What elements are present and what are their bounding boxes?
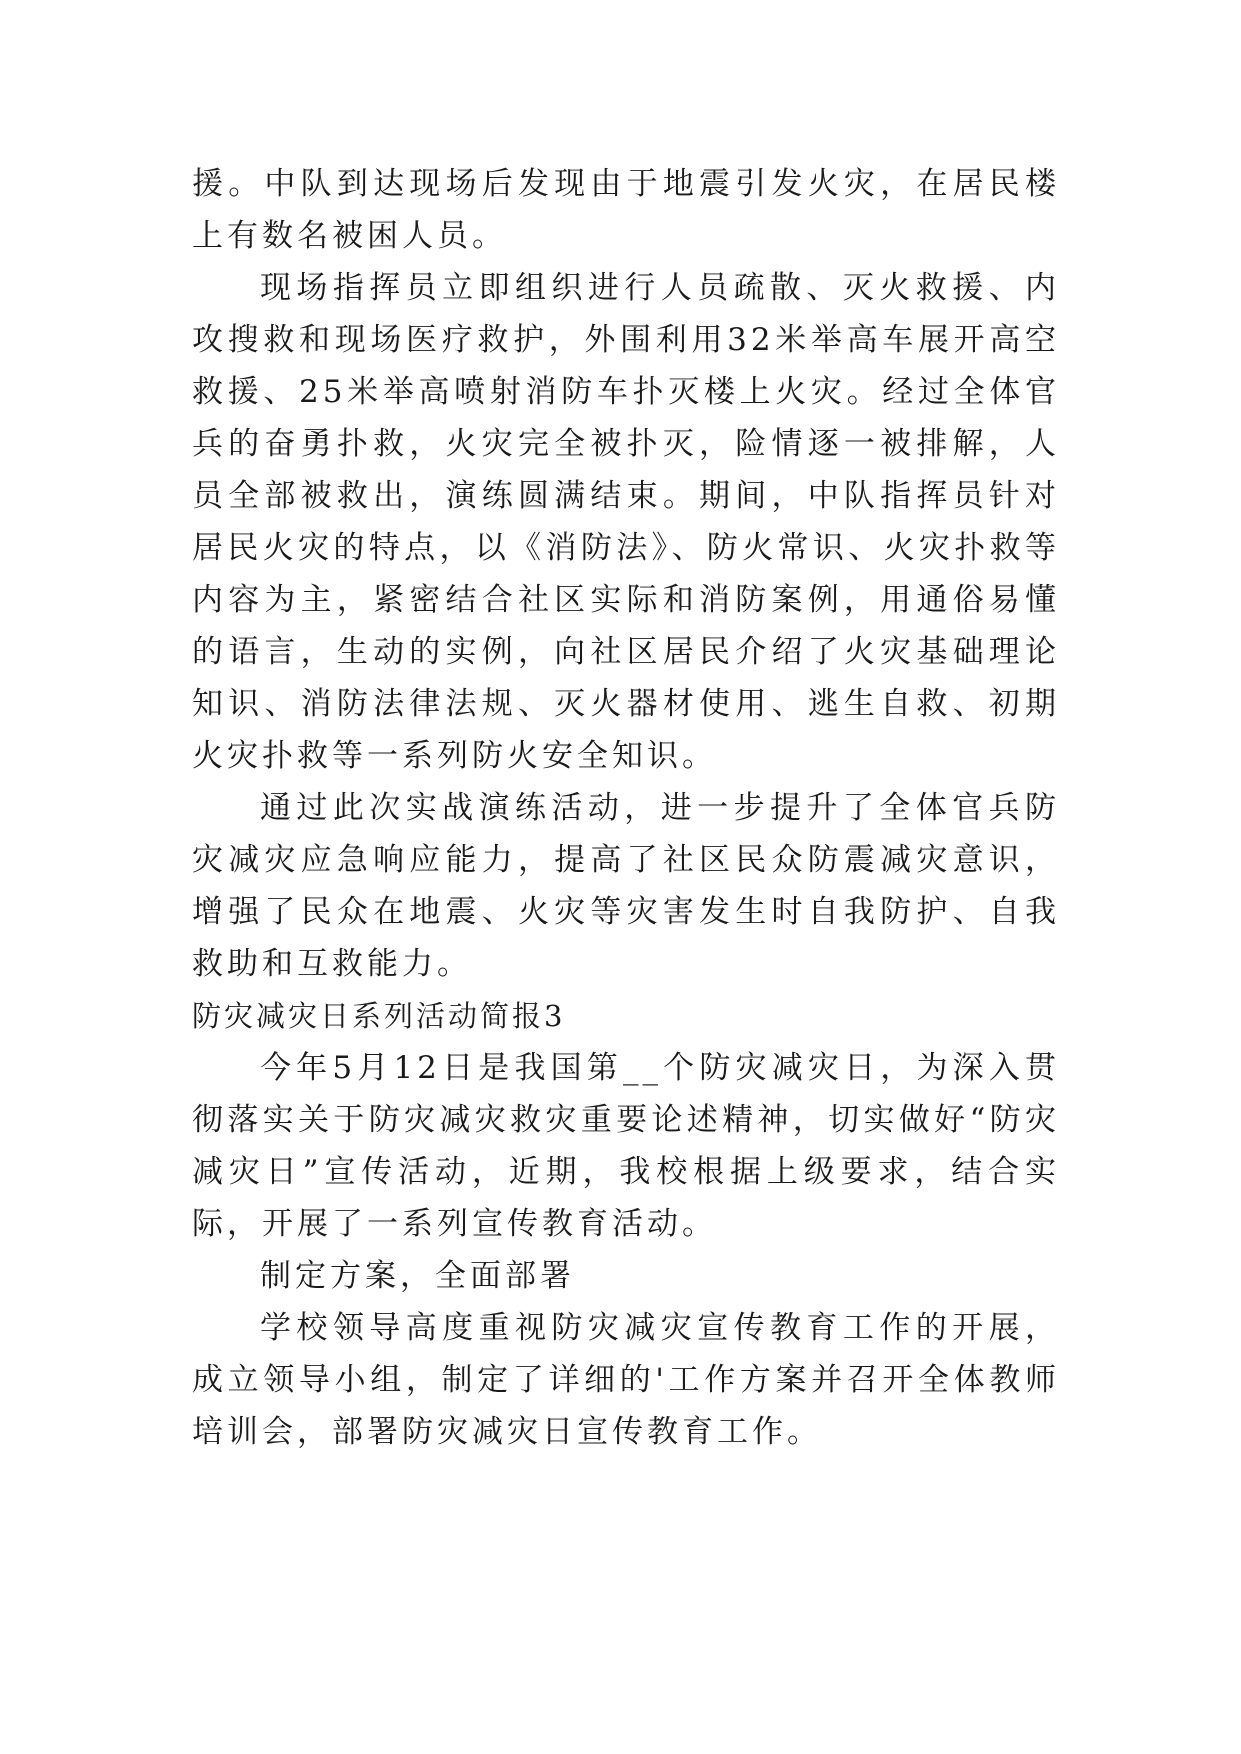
- paragraph-continuation: 援。中队到达现场后发现由于地震引发火灾，在居民楼上有数名被困人员。: [192, 166, 1060, 254]
- paragraph-plan-details: 学校领导高度重视防灾减灾宣传教育工作的开展，成立领导小组，制定了详细的'工作方案并召开全体教师培训会，部署防灾减灾日宣传教育工作。: [192, 1310, 1060, 1450]
- document-body: [192, 158, 1060, 1458]
- paragraph-drill-outcome: 通过此次实战演练活动，进一步提升了全体官兵防灾减灾应急响应能力，提高了社区民众防震减灾意识，增强了民众在地震、火灾等灾害发生时自我防护、自我救助和互救能力。: [192, 790, 1060, 982]
- section-title: 防灾减灾日系列活动简报3: [192, 999, 566, 1033]
- subheading-plan: 制定方案，全面部署: [260, 1258, 575, 1294]
- paragraph-drill-details: 现场指挥员立即组织进行人员疏散、灭火救援、内攻搜救和现场医疗救护，外围利用32米举高车展开高空救援、25米举高喷射消防车扑灭楼上火灾。经过全体官兵的奋勇扑救，火灾完全被扑灭，险情逐一被排解，人员全部被救出，演练圆满结束。期间，中队指挥员针对居民火灾的特点，以《消防法》、防火常识、火灾扑救等内容为主，紧密结合社区实际和消防案例，用通俗易懂的语言，生动的实例，向社区居民介绍了火灾基础理论知识、消防法律法规、灭火器材使用、逃生自救、初期火灾扑救等一系列防火安全知识。: [192, 270, 1060, 774]
- paragraph-introduction: 今年5月12日是我国第__个防灾减灾日，为深入贯彻落实关于防灾减灾救灾重要论述精神，切实做好“防灾减灾日”宣传活动，近期，我校根据上级要求，结合实际，开展了一系列宣传教育活动。: [192, 1050, 1060, 1242]
